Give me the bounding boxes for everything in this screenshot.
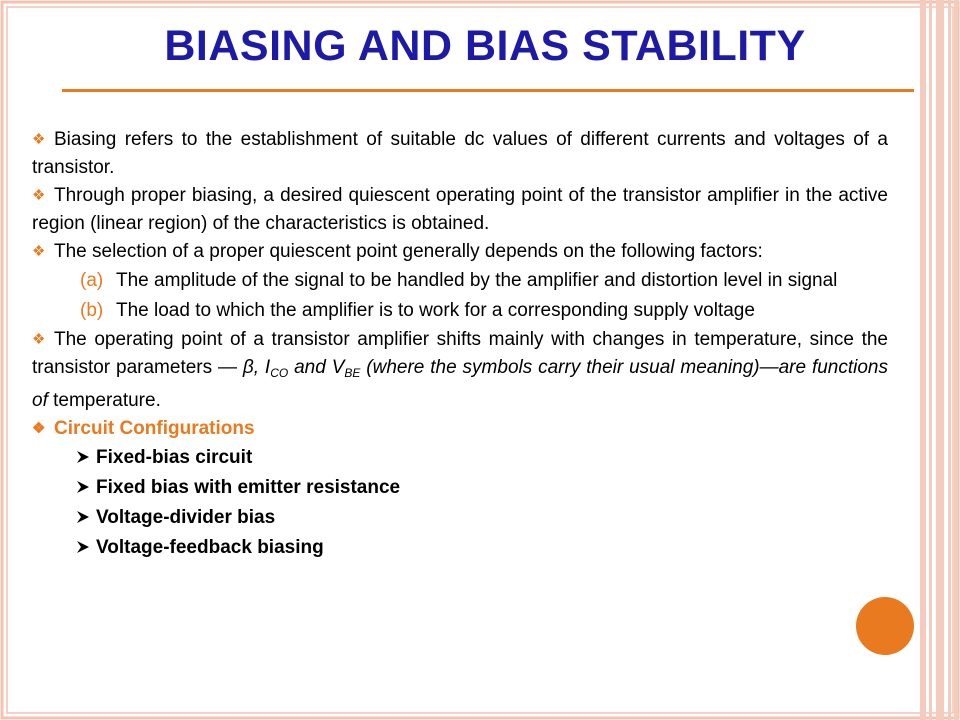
- circuit-label: Voltage-divider bias: [96, 507, 276, 528]
- vbe-subscript: BE: [344, 366, 361, 380]
- diamond-bullet-icon: ❖: [32, 331, 46, 348]
- circuit-item: [32, 473, 888, 503]
- circuit-label: Fixed bias with emitter resistance: [96, 477, 401, 498]
- bullet-text: Through proper biasing, a desired quiescent operating point of the transistor amplifier in the active region (linear region) of the characteristics is obtained.: [32, 185, 888, 234]
- factor-text: The load to which the amplifier is to work for a corresponding supply voltage: [116, 300, 755, 321]
- bullet-text: The operating point of a transistor amplifier shifts mainly with changes in temperature, since the transistor parameters —: [32, 329, 888, 378]
- vbe-symbol: and V: [288, 357, 345, 378]
- orange-circle-decoration: [856, 597, 914, 655]
- factor-label: (b): [80, 300, 104, 321]
- factor-item: [32, 296, 888, 326]
- circuit-item: [32, 533, 888, 563]
- circuit-item: [32, 443, 888, 473]
- bullet-text-end: temperature.: [47, 390, 161, 411]
- bullet-item: [32, 126, 888, 182]
- factor-label: (a): [80, 270, 104, 291]
- ico-subscript: CO: [270, 366, 289, 380]
- bullet-item: [32, 238, 888, 266]
- diamond-bullet-icon: ❖: [32, 187, 46, 204]
- arrow-bullet-icon: [76, 473, 96, 503]
- circuit-configurations-heading: [32, 415, 888, 443]
- diamond-bullet-icon: ❖: [32, 243, 46, 260]
- arrow-bullet-icon: [76, 503, 96, 533]
- italic-note: (where the symbols carry their usual meaning)—are functions of: [32, 357, 888, 411]
- factor-item: [32, 266, 888, 296]
- circuit-label: Fixed-bias circuit: [96, 447, 253, 468]
- bullet-text: The selection of a proper quiescent point generally depends on the following factors:: [54, 241, 763, 262]
- circuit-item: [32, 503, 888, 533]
- heading-text: Circuit Configurations: [54, 418, 255, 439]
- bullet-text: Biasing refers to the establishment of suitable dc values of different currents and voltages of a transistor.: [32, 129, 888, 178]
- arrow-bullet-icon: [76, 443, 96, 473]
- diamond-bullet-icon: ❖: [32, 131, 46, 148]
- slide-title: BIASING AND BIAS STABILITY: [164, 22, 806, 70]
- circuit-label: Voltage-feedback biasing: [96, 537, 324, 558]
- beta-ico-symbol: β, I: [242, 357, 271, 378]
- diamond-bullet-icon: ❖: [32, 420, 46, 437]
- factor-text: The amplitude of the signal to be handled by the amplifier and distortion level in signal: [116, 270, 838, 291]
- right-border-stripes: [916, 0, 960, 720]
- bullet-item: [32, 326, 888, 415]
- bullet-item: [32, 182, 888, 238]
- title-underline: [62, 89, 914, 92]
- arrow-bullet-icon: [76, 533, 96, 563]
- slide-body: [32, 126, 888, 563]
